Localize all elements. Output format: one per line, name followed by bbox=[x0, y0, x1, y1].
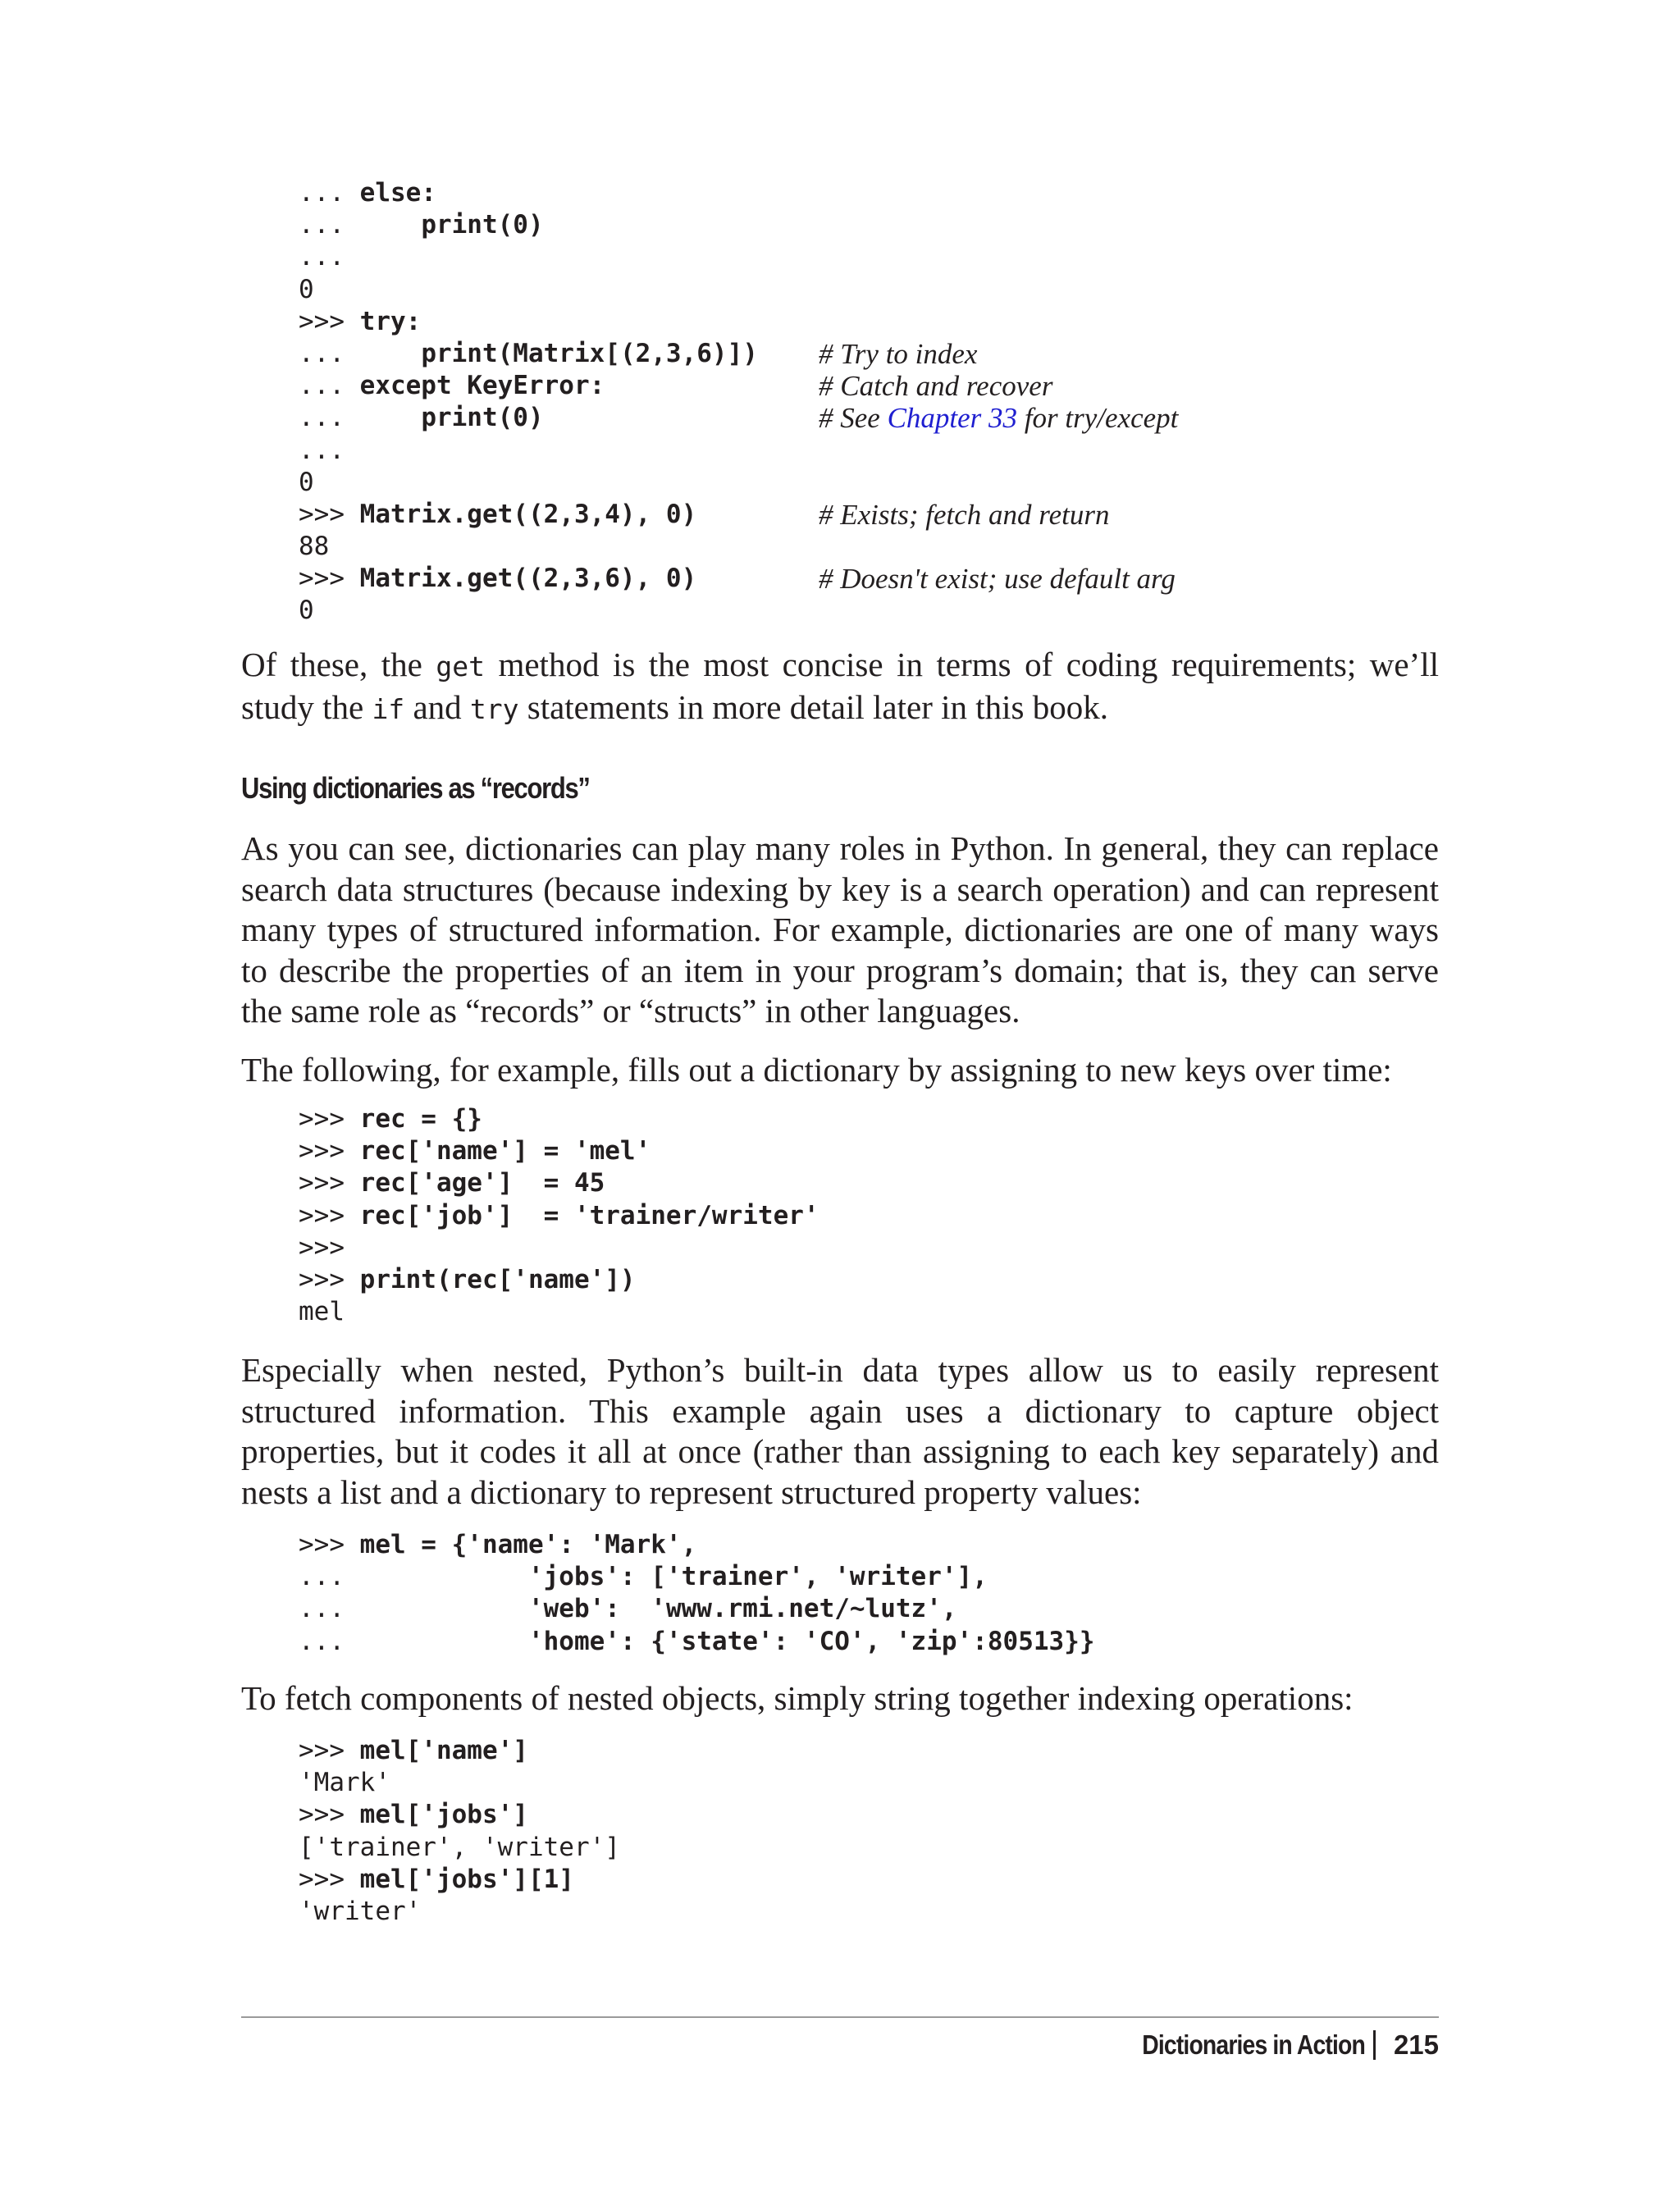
code-comment: # Doesn't exist; use default arg bbox=[819, 563, 1176, 596]
code-prompt: ... bbox=[299, 435, 345, 465]
code-line bbox=[299, 402, 1179, 435]
text-run: statements in more detail later in this book. bbox=[518, 687, 1108, 726]
code-prompt: ... bbox=[299, 1562, 528, 1592]
code-prompt: ... bbox=[299, 338, 422, 368]
paragraph-get-method bbox=[241, 645, 1439, 729]
section-heading: Using dictionaries as “records” bbox=[241, 771, 590, 805]
comment-text: # See bbox=[819, 402, 888, 435]
code-input: mel['name'] bbox=[359, 1736, 528, 1765]
code-output: 'Mark' bbox=[299, 1768, 390, 1798]
comment-text: for try/except bbox=[1017, 402, 1179, 435]
code-line bbox=[299, 1232, 819, 1264]
code-prompt: ... bbox=[299, 1626, 528, 1656]
code-input: print(0) bbox=[421, 210, 544, 240]
code-block-rec bbox=[299, 1103, 819, 1328]
code-line bbox=[299, 467, 758, 499]
code-line bbox=[299, 1135, 819, 1167]
code-prompt: >>> bbox=[299, 1136, 360, 1166]
code-line bbox=[299, 435, 758, 467]
code-prompt: >>> bbox=[299, 1530, 360, 1559]
code-input: 'web': 'www.rmi.net/~lutz', bbox=[527, 1594, 957, 1624]
code-line bbox=[299, 1832, 620, 1864]
code-block-try-except bbox=[299, 177, 1179, 628]
code-input: try: bbox=[359, 306, 422, 336]
inline-code-get: get bbox=[436, 651, 485, 682]
code-comment: # Exists; fetch and return bbox=[819, 498, 1110, 531]
code-input: Matrix.get((2,3,6), 0) bbox=[359, 564, 697, 594]
page-footer bbox=[1106, 2029, 1439, 2061]
code-line bbox=[299, 1200, 819, 1232]
code-input: rec = {} bbox=[359, 1104, 482, 1134]
code-output: 'writer' bbox=[299, 1896, 422, 1926]
code-input: 'home': {'state': 'CO', 'zip':80513}} bbox=[527, 1626, 1095, 1656]
code-output: ['trainer', 'writer'] bbox=[299, 1832, 620, 1862]
code-line bbox=[299, 1103, 819, 1135]
code-line bbox=[299, 1767, 620, 1799]
code-line bbox=[299, 337, 978, 370]
code-output: 0 bbox=[299, 596, 314, 626]
code-input: rec['age'] = 45 bbox=[359, 1168, 605, 1198]
code-prompt: ... bbox=[299, 1594, 528, 1624]
code-prompt: >>> bbox=[299, 1736, 360, 1765]
code-prompt: ... bbox=[299, 403, 422, 433]
code-input: rec['job'] = 'trainer/writer' bbox=[359, 1200, 819, 1230]
code-line bbox=[299, 1561, 1095, 1593]
footer-rule bbox=[241, 2016, 1439, 2018]
code-output: 88 bbox=[299, 532, 330, 562]
text-run: and bbox=[404, 687, 470, 726]
paragraph-fill-out-dictionary: The following, for example, fills out a dictionary by assigning to new keys over time: bbox=[241, 1051, 1392, 1089]
code-line bbox=[299, 1864, 620, 1896]
chapter-link[interactable]: Chapter 33 bbox=[887, 402, 1018, 435]
code-line bbox=[299, 498, 1110, 531]
page-number: 215 bbox=[1393, 2029, 1439, 2060]
code-output: mel bbox=[299, 1297, 345, 1327]
paragraph-dictionary-roles: As you can see, dictionaries can play many roles in Python. In general, they can replace search data structures (because indexing by key is a search operation) and can represent many types of structured information. For example, dictionaries are one of many ways to describe the properties of an item in your program’s domain; that is, they can serve the same role as “records” or “structs” in other languages. bbox=[241, 829, 1439, 1029]
code-block-mel bbox=[299, 1529, 1095, 1658]
code-input: print(0) bbox=[421, 403, 544, 433]
code-line bbox=[299, 1799, 620, 1831]
code-input: except KeyError: bbox=[359, 371, 605, 401]
code-comment: # Try to index bbox=[819, 337, 978, 370]
code-input: print(rec['name']) bbox=[359, 1264, 636, 1294]
code-input: mel['jobs'] bbox=[359, 1800, 528, 1830]
code-input: print(Matrix[(2,3,6)]) bbox=[421, 338, 758, 368]
code-line bbox=[299, 595, 758, 627]
code-prompt: >>> bbox=[299, 1800, 360, 1830]
code-prompt: ... bbox=[299, 210, 422, 240]
code-prompt: ... bbox=[299, 371, 360, 401]
code-output: 0 bbox=[299, 467, 314, 497]
code-comment bbox=[819, 402, 1178, 434]
paragraph-fetch-components: To fetch components of nested objects, simply string together indexing operations: bbox=[241, 1679, 1354, 1717]
code-line bbox=[299, 1896, 620, 1928]
code-prompt: >>> bbox=[299, 1264, 360, 1294]
text-run: Of these, the bbox=[241, 646, 436, 683]
code-line bbox=[299, 1529, 1095, 1561]
code-line bbox=[299, 563, 1176, 596]
code-line bbox=[299, 531, 758, 563]
inline-code-if: if bbox=[372, 692, 405, 725]
code-prompt: >>> bbox=[299, 499, 360, 529]
code-line bbox=[299, 1735, 620, 1767]
code-input: mel = {'name': 'Mark', bbox=[359, 1530, 697, 1559]
code-line bbox=[299, 370, 1053, 403]
code-line bbox=[299, 274, 758, 306]
code-input: Matrix.get((2,3,4), 0) bbox=[359, 499, 697, 529]
text-run: method is the most concise in terms of coding requirements; we’ll study the bbox=[241, 646, 1439, 726]
code-line bbox=[299, 1296, 819, 1328]
code-prompt: >>> bbox=[299, 1864, 360, 1894]
inline-code-try: try bbox=[469, 692, 519, 725]
code-input: 'jobs': ['trainer', 'writer'], bbox=[527, 1562, 988, 1592]
code-input: rec['name'] = 'mel' bbox=[359, 1136, 651, 1166]
code-output: 0 bbox=[299, 274, 314, 304]
code-prompt: >>> bbox=[299, 1232, 345, 1262]
code-prompt: ... bbox=[299, 242, 345, 272]
code-prompt: >>> bbox=[299, 1200, 360, 1230]
code-comment: # Catch and recover bbox=[819, 370, 1053, 403]
code-prompt: >>> bbox=[299, 1168, 360, 1198]
code-input: mel['jobs'][1] bbox=[359, 1864, 574, 1894]
code-line bbox=[299, 209, 758, 241]
code-line bbox=[299, 1264, 819, 1296]
code-prompt: ... bbox=[299, 178, 360, 208]
code-prompt: >>> bbox=[299, 564, 360, 594]
paragraph-nested-types: Especially when nested, Python’s built-in data types allow us to easily represent structured information. This example again uses a dictionary to capture object properties, but it codes it all at once (rather than assigning to each key separately) and nests a list and a dictionary to represent structured property values: bbox=[241, 1351, 1439, 1511]
code-line bbox=[299, 1593, 1095, 1625]
code-prompt: >>> bbox=[299, 1104, 360, 1134]
code-line bbox=[299, 1167, 819, 1199]
code-line bbox=[299, 306, 758, 338]
code-line bbox=[299, 1626, 1095, 1658]
code-line bbox=[299, 177, 758, 209]
code-prompt: >>> bbox=[299, 306, 360, 336]
code-line bbox=[299, 241, 758, 273]
code-input: else: bbox=[359, 178, 436, 208]
running-footer-title: Dictionaries in Action bbox=[1142, 2029, 1365, 2060]
code-block-indexing bbox=[299, 1735, 620, 1928]
footer-separator bbox=[1373, 2030, 1376, 2060]
